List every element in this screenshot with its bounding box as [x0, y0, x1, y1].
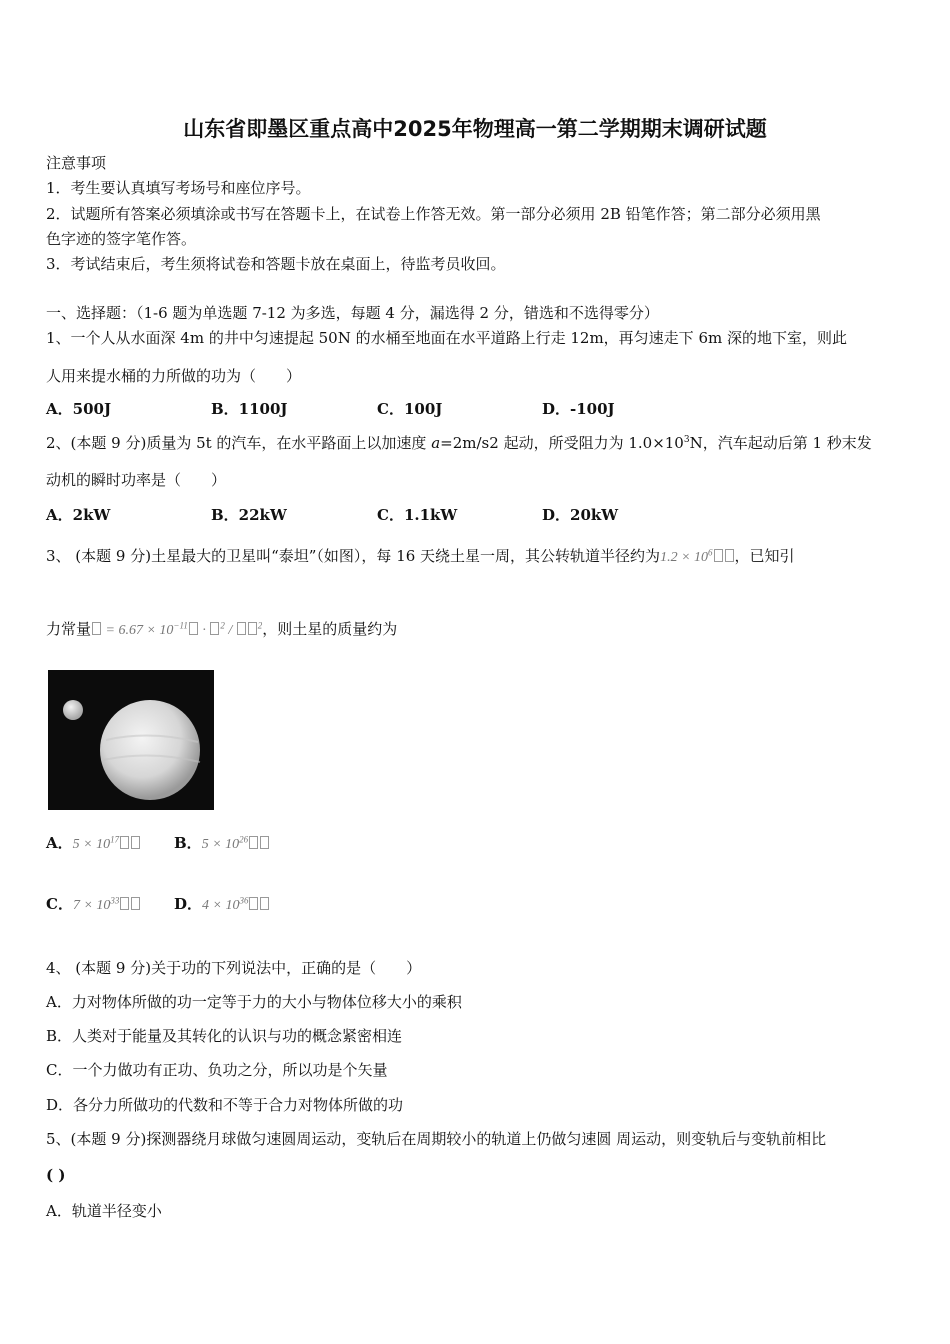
q3-option-d-base: 4 × 10 [202, 898, 240, 913]
q3-stem-part-a: 3、 (本题 9 分)土星最大的卫星叫“泰坦”（如图），每 16 天绕土星一周，其公转轨道半径约为 [46, 547, 661, 565]
q3-option-a-label: A． [46, 834, 73, 852]
q5-stem-line2: ( ) [46, 1166, 66, 1184]
q1-stem-line2: 人用来提水桶的力所做的功为（ ） [46, 367, 302, 385]
symbol-placeholder-icon [92, 622, 101, 635]
q3-option-d-exp: 36 [239, 895, 249, 906]
q3-option-b-value [201, 834, 270, 852]
g-slash: / [224, 623, 236, 638]
q2-stem-part-b: =2m/s2 起动，所受阻力为 1.0×10 [440, 434, 684, 452]
unit-placeholder-icon [714, 549, 723, 562]
q1-stem-line1: 1、一个人从水面深 4m 的井中匀速提起 50N 的水桶至地面在水平道路上行走 12m，再匀速走下 6m 深的地下室，则此 [46, 329, 847, 347]
g-sq: 2 [220, 620, 225, 631]
unit-placeholder-icon [131, 897, 140, 910]
q3-option-a-exp: 17 [110, 834, 120, 845]
q2-option-d: D．20kW [542, 506, 619, 524]
q1-option-a: A．500J [46, 400, 112, 418]
q1-option-c: C．100J [377, 400, 443, 418]
q2-stem-line1 [46, 432, 872, 453]
q2-option-a: A．2kW [46, 506, 111, 524]
q5-stem-line1: 5、(本题 9 分)探测器绕月球做匀速圆周运动，变轨后在周期较小的轨道上仍做匀速圆 周运动，则变轨后与变轨前相比 [46, 1130, 827, 1148]
q3-stem-part-d: ，则土星的质量约为 [262, 620, 398, 638]
unit-placeholder-icon [210, 622, 219, 635]
g-value: = 6.67 × 10 [102, 623, 174, 638]
q4-option-c: C．一个力做功有正功、负功之分，所以功是个矢量 [46, 1061, 388, 1079]
unit-placeholder-icon [260, 836, 269, 849]
q5-option-a: A．轨道半径变小 [46, 1202, 162, 1220]
q1-option-d: D．-100J [542, 400, 615, 418]
saturn-titan-figure [48, 670, 214, 810]
q3-option-d [174, 893, 270, 914]
unit-placeholder-icon [131, 836, 140, 849]
q3-option-b [174, 832, 270, 853]
q3-stem-part-c: 力常量 [46, 620, 92, 638]
q3-option-a [46, 832, 141, 853]
q3-option-c-exp: 33 [110, 895, 120, 906]
q3-radius-formula [660, 547, 734, 565]
q2-stem-part-c: N，汽车起动后第 1 秒末发 [689, 434, 872, 452]
q4-option-a: A．力对物体所做的功一定等于力的大小与物体位移大小的乘积 [46, 993, 462, 1011]
q1-option-b: B．1100J [211, 400, 288, 418]
notice-heading: 注意事项 [46, 154, 107, 172]
q3-option-b-exp: 26 [239, 834, 249, 845]
unit-placeholder-icon [248, 622, 257, 635]
q3-option-d-value [202, 895, 270, 913]
q3-radius-base: 1.2 × 10 [660, 550, 709, 565]
unit-placeholder-icon [249, 897, 258, 910]
q3-option-c [46, 893, 141, 914]
q2-stem-line2: 动机的瞬时功率是（ ） [46, 471, 227, 489]
q3-option-c-label: C． [46, 895, 73, 913]
unit-placeholder-icon [725, 549, 734, 562]
unit-placeholder-icon [260, 897, 269, 910]
q3-stem-part-b: ，已知引 [734, 547, 795, 565]
notice-item-1: 1．考生要认真填写考场号和座位序号。 [46, 179, 311, 197]
q3-gravity-constant [91, 620, 263, 638]
q3-stem-line2 [46, 618, 397, 639]
notice-item-3: 3．考试结束后，考生须将试卷和答题卡放在桌面上，待监考员收回。 [46, 255, 506, 273]
q3-option-b-base: 5 × 10 [201, 837, 240, 852]
q3-option-c-base: 7 × 10 [72, 898, 111, 913]
q3-option-a-base: 5 × 10 [72, 837, 111, 852]
notice-item-2: 2．试题所有答案必须填涂或书写在答题卡上，在试卷上作答无效。第一部分必须用 2B 铅笔作答；第二部分必须用黑 [46, 205, 821, 223]
notice-item-2-cont: 色字迹的签字笔作答。 [46, 230, 197, 248]
g-sq2: 2 [257, 620, 263, 631]
q3-option-b-label: B． [174, 834, 202, 852]
unit-placeholder-icon [120, 897, 129, 910]
q2-stem-part-a: 2、(本题 9 分)质量为 5t 的汽车，在水平路面上以加速度 [46, 434, 432, 452]
q3-radius-exp: 6 [708, 547, 713, 558]
unit-placeholder-icon [249, 836, 258, 849]
planet-image [48, 670, 214, 810]
section-heading: 一、选择题：（1-6 题为单选题 7-12 为多选，每题 4 分，漏选得 2 分，错选和不选得零分） [46, 304, 659, 322]
q4-stem: 4、 (本题 9 分)关于功的下列说法中，正确的是（ ） [46, 959, 422, 977]
g-dot: · [198, 623, 210, 638]
q2-option-c: C．1.1kW [377, 506, 458, 524]
q2-stem-sup: 3 [683, 435, 690, 445]
unit-placeholder-icon [189, 622, 198, 635]
q3-stem-line1 [46, 545, 795, 566]
q3-option-a-value [72, 834, 141, 852]
titan-moon [63, 700, 83, 720]
q2-stem-var: a [431, 434, 441, 452]
q2-option-b: B．22kW [211, 506, 287, 524]
page-title: 山东省即墨区重点高中2025年物理高一第二学期期末调研试题 [183, 117, 767, 141]
q4-option-d: D．各分力所做功的代数和不等于合力对物体所做的功 [46, 1096, 404, 1114]
q3-option-d-label: D． [174, 895, 203, 913]
q3-option-c-value [72, 895, 141, 913]
q4-option-b: B．人类对于能量及其转化的认识与功的概念紧密相连 [46, 1027, 403, 1045]
saturn-planet [100, 700, 200, 800]
g-exp: −11 [173, 620, 188, 631]
unit-placeholder-icon [120, 836, 129, 849]
unit-placeholder-icon [237, 622, 246, 635]
